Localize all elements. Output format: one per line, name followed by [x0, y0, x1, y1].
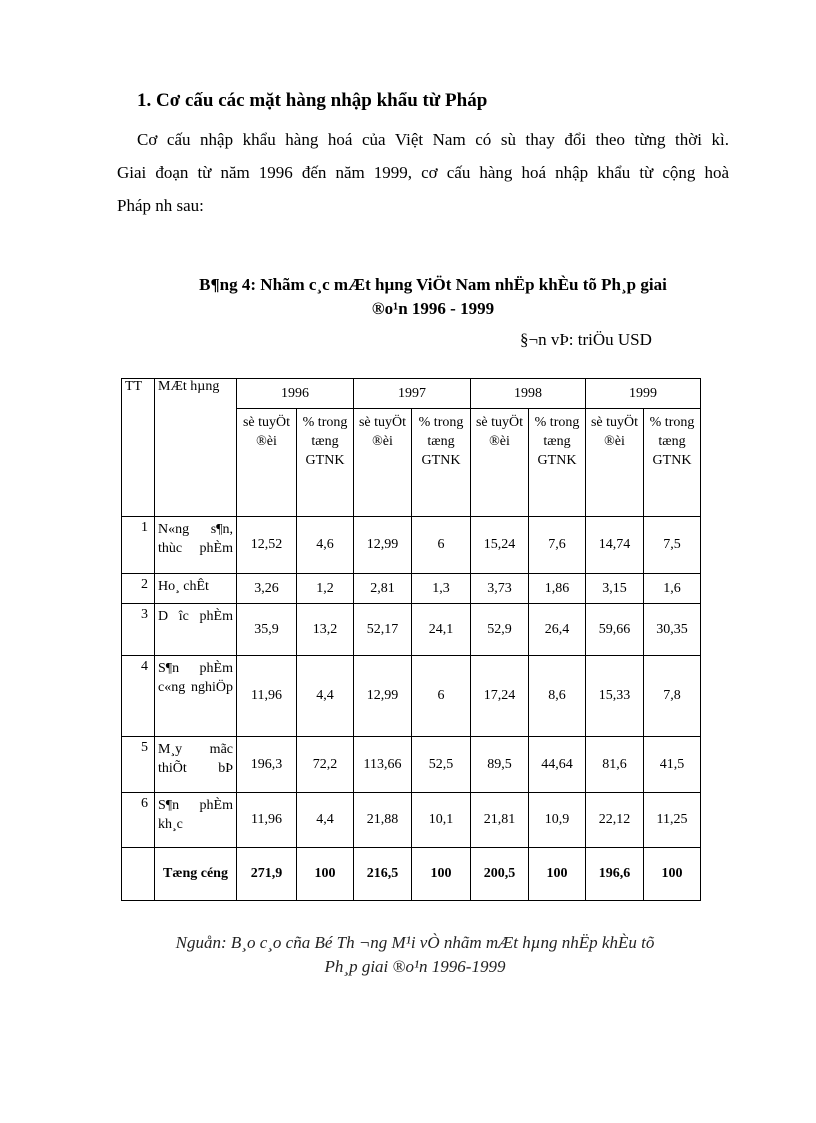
- row-number: 3: [122, 604, 155, 656]
- cell-value: 89,5: [471, 737, 529, 793]
- header-percent: % trong tæng GTNK: [412, 409, 471, 517]
- header-absolute: sè tuyÖt ®èi: [471, 409, 529, 517]
- cell-value: 52,17: [354, 604, 412, 656]
- header-year: 1996: [237, 379, 354, 409]
- header-year: 1999: [586, 379, 701, 409]
- header-absolute: sè tuyÖt ®èi: [237, 409, 297, 517]
- total-value: 271,9: [237, 848, 297, 901]
- table-row: [122, 656, 701, 737]
- cell-value: 2,81: [354, 574, 412, 604]
- row-item-name: D îc phÈm: [155, 604, 237, 656]
- cell-value: 3,73: [471, 574, 529, 604]
- cell-value: 81,6: [586, 737, 644, 793]
- row-item-name: M¸y mãc thiÕt bÞ: [155, 737, 237, 793]
- cell-value: 21,81: [471, 793, 529, 848]
- total-value: 100: [297, 848, 354, 901]
- source-note: [120, 931, 710, 979]
- cell-value: 14,74: [586, 517, 644, 574]
- source-line-2: Ph¸p giai ®o¹n 1996-1999: [324, 957, 506, 976]
- table-row: [122, 574, 701, 604]
- cell-value: 13,2: [297, 604, 354, 656]
- cell-value: 30,35: [644, 604, 701, 656]
- cell-value: 4,4: [297, 656, 354, 737]
- header-percent: % trong tæng GTNK: [644, 409, 701, 517]
- cell-value: 1,3: [412, 574, 471, 604]
- total-value: 200,5: [471, 848, 529, 901]
- row-item-name: S¶n phÈm kh¸c: [155, 793, 237, 848]
- total-value: 216,5: [354, 848, 412, 901]
- row-number: 4: [122, 656, 155, 737]
- header-year: 1997: [354, 379, 471, 409]
- cell-value: 4,6: [297, 517, 354, 574]
- cell-value: 3,26: [237, 574, 297, 604]
- cell-value: 6: [412, 517, 471, 574]
- cell-value: 4,4: [297, 793, 354, 848]
- header-percent: % trong tæng GTNK: [297, 409, 354, 517]
- cell-value: 21,88: [354, 793, 412, 848]
- table-row: [122, 604, 701, 656]
- header-absolute: sè tuyÖt ®èi: [354, 409, 412, 517]
- cell-value: 12,99: [354, 517, 412, 574]
- total-label: Tæng céng: [155, 848, 237, 901]
- cell-value: 7,5: [644, 517, 701, 574]
- table-caption-line-2: ®o¹n 1996 - 1999: [371, 299, 495, 318]
- row-item-name: S¶n phÈm c«ng nghiÖp: [155, 656, 237, 737]
- cell-value: 1,2: [297, 574, 354, 604]
- header-tt: TT: [122, 379, 155, 517]
- total-value: 100: [644, 848, 701, 901]
- cell-value: 15,33: [586, 656, 644, 737]
- row-number: 1: [122, 517, 155, 574]
- cell-value: 52,9: [471, 604, 529, 656]
- unit-label: §¬n vÞ: triÖu USD: [520, 330, 652, 349]
- cell-value: 12,99: [354, 656, 412, 737]
- cell-value: 10,1: [412, 793, 471, 848]
- total-value: 196,6: [586, 848, 644, 901]
- total-number-cell: [122, 848, 155, 901]
- row-number: 6: [122, 793, 155, 848]
- cell-value: 11,96: [237, 656, 297, 737]
- row-item-name: Ho¸ chÊt: [155, 574, 237, 604]
- header-absolute: sè tuyÖt ®èi: [586, 409, 644, 517]
- cell-value: 3,15: [586, 574, 644, 604]
- row-number: 2: [122, 574, 155, 604]
- cell-value: 7,8: [644, 656, 701, 737]
- cell-value: 72,2: [297, 737, 354, 793]
- table-caption-line-1: B¶ng 4: Nhãm c¸c mÆt hµng ViÖt Nam nhËp khÈu tõ Ph¸p giai: [199, 275, 667, 294]
- cell-value: 196,3: [237, 737, 297, 793]
- cell-value: 1,86: [529, 574, 586, 604]
- import-table: [121, 378, 701, 901]
- cell-value: 59,66: [586, 604, 644, 656]
- table-row: [122, 737, 701, 793]
- cell-value: 52,5: [412, 737, 471, 793]
- cell-value: 113,66: [354, 737, 412, 793]
- table-caption: [150, 273, 716, 321]
- cell-value: 7,6: [529, 517, 586, 574]
- cell-value: 6: [412, 656, 471, 737]
- row-number: 5: [122, 737, 155, 793]
- cell-value: 15,24: [471, 517, 529, 574]
- paragraph-line-1: Cơ cấu nhập khẩu hàng hoá của Việt Nam có sù thay đổi theo từng thời kì.: [137, 130, 729, 149]
- table-row: [122, 793, 701, 848]
- cell-value: 11,25: [644, 793, 701, 848]
- cell-value: 11,96: [237, 793, 297, 848]
- source-line-1: Nguån: B¸o c¸o cña Bé Th ¬ng M¹i vÒ nhãm mÆt hµng nhËp khÈu tõ: [175, 933, 655, 952]
- cell-value: 24,1: [412, 604, 471, 656]
- cell-value: 10,9: [529, 793, 586, 848]
- header-percent: % trong tæng GTNK: [529, 409, 586, 517]
- header-year: 1998: [471, 379, 586, 409]
- cell-value: 26,4: [529, 604, 586, 656]
- total-row: [122, 848, 701, 901]
- header-item: MÆt hµng: [155, 379, 237, 517]
- cell-value: 44,64: [529, 737, 586, 793]
- cell-value: 12,52: [237, 517, 297, 574]
- paragraph-line-2: Giai đoạn từ năm 1996 đến năm 1999, cơ cấu hàng hoá nhập khẩu từ cộng hoà: [117, 163, 729, 182]
- cell-value: 17,24: [471, 656, 529, 737]
- section-heading: 1. Cơ cấu các mặt hàng nhập khẩu từ Pháp: [137, 90, 488, 111]
- total-value: 100: [529, 848, 586, 901]
- cell-value: 35,9: [237, 604, 297, 656]
- cell-value: 22,12: [586, 793, 644, 848]
- cell-value: 1,6: [644, 574, 701, 604]
- cell-value: 8,6: [529, 656, 586, 737]
- cell-value: 41,5: [644, 737, 701, 793]
- table-row: [122, 517, 701, 574]
- total-value: 100: [412, 848, 471, 901]
- paragraph-line-3: Pháp nh sau:: [117, 196, 204, 215]
- row-item-name: N«ng s¶n, thùc phÈm: [155, 517, 237, 574]
